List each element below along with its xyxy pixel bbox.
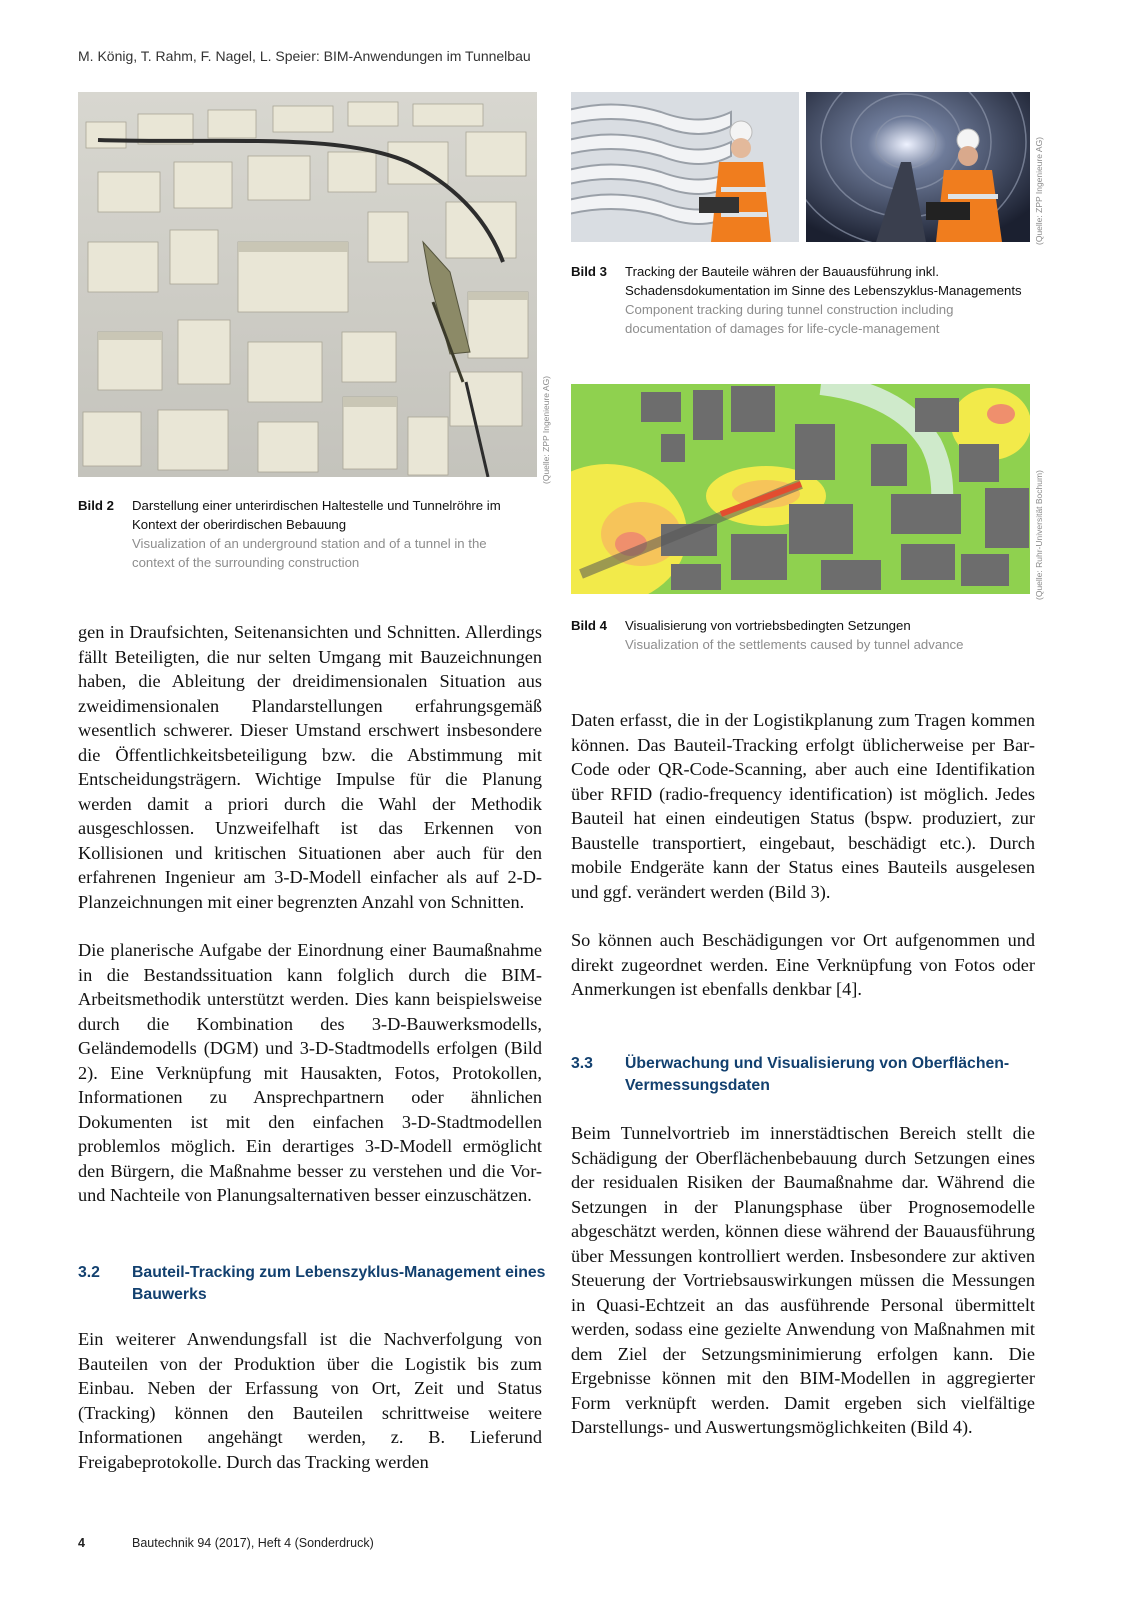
bild3-caption-de: Tracking der Bauteile währen der Bauausführung inkl. Schadensdokumentation im Sinne des Lebenszyklus-Managements [625, 264, 1022, 298]
section-number: 3.3 [571, 1055, 593, 1072]
bild3-label: Bild 3 [571, 264, 607, 279]
bild4-caption-de: Visualisierung von vortriebsbedingten Setzungen [625, 618, 911, 633]
right-paragraph-3: Beim Tunnelvortrieb im innerstädtischen Bereich stellt die Schädigung der Oberflächenbebauung durch Setzungen eines der residualen Risiken der Baumaßnahme dar. Während die Setzungen in der Planungsphase über Prognosemodelle abgeschätzt werden, können diese während der Bauausführung über Messungen kontrolliert werden. Insbesondere zur aktiven Steuerung der Vortriebsauswirkungen müssen die Messungen in Quasi-Echtzeit an das ausführende Personal übermittelt werden, sodass eine gezielte Anwendung von Maßnahmen mit dem Ziel der Setzungsminimierung erfolgen kann. Die Ergebnisse können mit den BIM-Modellen in aggregierter Form verknüpft werden. Damit ergeben sich vielfältige Darstellungs- und Auswertungsmöglichkeiten (Bild 4). [571, 1123, 1035, 1437]
left-column-bottom [78, 1327, 542, 1498]
bild4-caption [571, 616, 1031, 654]
bild4-credit: (Quelle: Ruhr-Universität Bochum) [1034, 470, 1044, 600]
section-title: Bauteil-Tracking zum Lebenszyklus-Management eines Bauwerks [132, 1264, 546, 1303]
section-heading-3-3 [571, 1053, 1035, 1097]
right-column-top [571, 708, 1035, 1026]
bild2-caption-en: Visualization of an underground station and of a tunnel in the context of the surrounding construction [132, 536, 487, 570]
page-number: 4 [78, 1536, 85, 1550]
page-footer [78, 1536, 374, 1550]
bild4-caption-en: Visualization of the settlements caused by tunnel advance [625, 637, 964, 652]
bild3-caption-en: Component tracking during tunnel construction including documentation of damages for life-cycle-management [625, 302, 954, 336]
right-paragraph-1: Daten erfasst, die in der Logistikplanung zum Tragen kommen können. Das Bauteil-Tracking erfolgt üblicherweise per Bar-Code oder QR-Code-Scanning, aber auch eine Identifikation über RFID (radio-frequency identification) ist möglich. Jedes Bauteil hat einen eindeutigen Status (bspw. produziert, zur Baustelle transportiert, eingebaut, beschädigt etc.). Durch mobile Endgeräte kann der Status eines Bauteils ausgelesen und ggf. verändert werden (Bild 3). [571, 710, 1035, 902]
figure-bild3-photo-right [806, 92, 1030, 242]
bild2-caption [78, 496, 528, 572]
journal-reference: Bautechnik 94 (2017), Heft 4 (Sonderdruck) [132, 1536, 374, 1550]
bild3-caption [571, 262, 1031, 338]
section-number: 3.2 [78, 1264, 100, 1281]
right-column-bottom [571, 1121, 1035, 1464]
left-column-top [78, 620, 542, 1232]
bild2-caption-de: Darstellung einer unterirdischen Haltestelle und Tunnelröhre im Kontext der oberirdischen Bebauung [132, 498, 501, 532]
right-paragraph-2: So können auch Beschädigungen vor Ort aufgenommen und direkt zugeordnet werden. Eine Verknüpfung von Fotos oder Anmerkungen ist ebenfalls denkbar [4]. [571, 930, 1035, 999]
left-paragraph-3: Ein weiterer Anwendungsfall ist die Nachverfolgung von Bauteilen von der Produktion über die Logistik bis zum Einbau. Neben der Erfassung von Ort, Zeit und Status (Tracking) können den Bauteilen schrittweise weitere Informationen angehängt werden, z. B. Lieferund Freigabeprotokolle. Durch das Tracking werden [78, 1329, 542, 1472]
bild2-label: Bild 2 [78, 498, 114, 513]
section-heading-3-2 [78, 1262, 546, 1306]
section-title: Überwachung und Visualisierung von Oberflächen-Vermessungsdaten [625, 1055, 1010, 1094]
figure-bild4-settlement-map [571, 384, 1030, 594]
left-paragraph-2: Die planerische Aufgabe der Einordnung einer Baumaßnahme in die Bestandssituation kann folglich durch die BIM-Arbeitsmethodik unterstützt werden. Dies kann beispielsweise durch die Kombination des 3-D-Bauwerksmodells, Geländemodells (DGM) und 3-D-Stadtmodells erfolgen (Bild 2). Eine Verknüpfung mit Hausakten, Fotos, Protokollen, Informationen zu Ansprechpartnern oder ähnlichen Dokumenten ist mit den einfachen 3-D-Stadtmodellen problemlos möglich. Ein derartiges 3-D-Modell ermöglicht den Bürgern, die Maßnahme besser zu verstehen und die Vor- und Nachteile von Planungsalternativen besser einzuschätzen. [78, 940, 542, 1205]
bild3-credit: (Quelle: ZPP Ingenieure AG) [1034, 136, 1044, 245]
figure-bild2-city-model [78, 92, 537, 477]
left-paragraph-1: gen in Draufsichten, Seitenansichten und Schnitten. Allerdings fällt Beteiligten, die nur selten Umgang mit Bauzeichnungen haben, die Ableitung der dreidimensionalen Situation aus zweidimensionalen Plandarstellungen erfahrungsgemäß wesentlich schwerer. Dieser Umstand erschwert insbesondere die Öffentlichkeitsbeteiligung bzw. die Abstimmung mit Entscheidungsträgern. Wichtige Impulse für die Planung werden damit a priori durch die Wahl der Methodik ausgeschlossen. Unzweifelhaft ist das Erkennen von Kollisionen und kritischen Situationen aber auch für den erfahrenen Ingenieur am 3-D-Modell einfacher als auf 2-D-Planzeichnungen mit einer begrenzten Anzahl von Schnitten. [78, 622, 542, 912]
running-head: M. König, T. Rahm, F. Nagel, L. Speier: BIM-Anwendungen im Tunnelbau [78, 48, 531, 64]
bild4-label: Bild 4 [571, 618, 607, 633]
bild2-credit: (Quelle: ZPP Ingenieure AG) [541, 375, 551, 484]
figure-bild3-photo-left [571, 92, 799, 242]
